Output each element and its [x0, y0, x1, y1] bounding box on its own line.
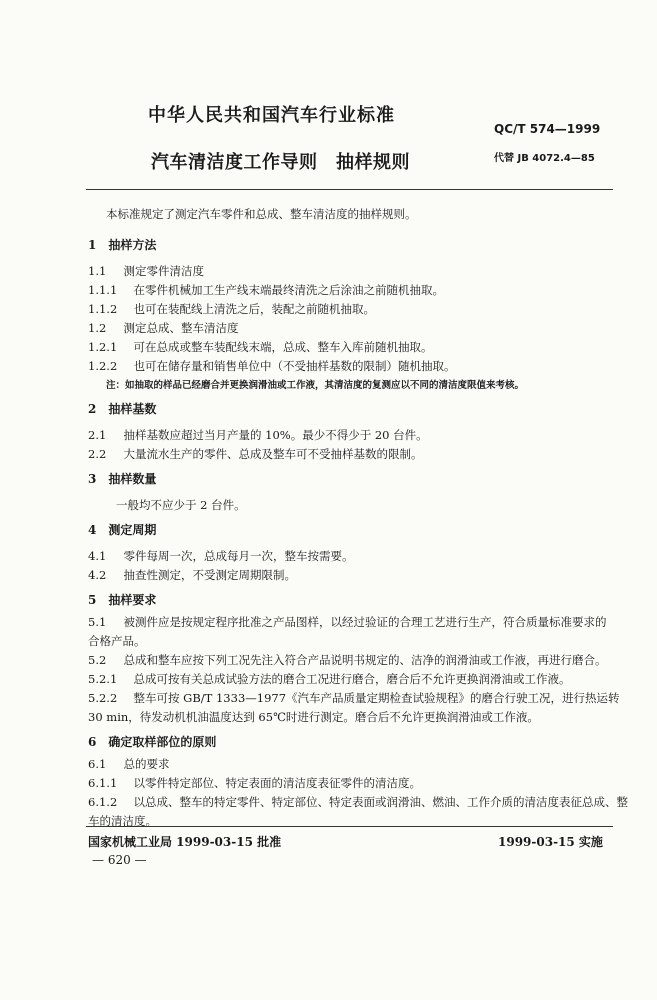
implementation-line: 1999-03-15 实施 — [498, 835, 603, 849]
document-title: 汽车清洁度工作导则 抽样规则 — [151, 152, 410, 173]
clause-5-2: 5.2 总成和整车应按下列工况先注入符合产品说明书规定的、洁净的润滑油或工作液，再进行磨合。 — [88, 653, 607, 667]
clause-6-1-2: 6.1.2 以总成、整车的特定零件、特定部位、特定表面或润滑油、燃油、工作介质的清洁度表征总成、整 — [88, 795, 628, 809]
header-divider — [86, 189, 613, 190]
clause-5-2-2: 5.2.2 整车可按 GB/T 1333—1977《汽车产品质量定期检查试验规程》的磨合行驶工况，进行热运转 — [88, 691, 620, 705]
section-2-heading: 2 抽样基数 — [88, 402, 157, 416]
standard-code: QC/T 574—1999 — [494, 122, 601, 136]
section-1-note: 注：如抽取的样品已经磨合并更换润滑油或工作液，其清洁度的复测应以不同的清洁度限值来考核。 — [106, 380, 525, 391]
section-5-heading: 5 抽样要求 — [88, 593, 157, 607]
issuing-organization: 中华人民共和国汽车行业标准 — [148, 105, 395, 126]
clause-1-1-1: 1.1.1 在零件机械加工生产线末端最终清洗之后涂油之前随机抽取。 — [88, 283, 444, 297]
clause-1-2-1: 1.2.1 可在总成或整车装配线末端，总成、整车入库前随机抽取。 — [88, 340, 433, 354]
section-6-heading: 6 确定取样部位的原则 — [88, 735, 217, 749]
clause-1-2: 1.2 测定总成、整车清洁度 — [88, 321, 239, 335]
approval-line: 国家机械工业局 1999-03-15 批准 — [88, 835, 282, 849]
replaces-standard: 代替 JB 4072.4—85 — [494, 153, 595, 164]
clause-6-1-2-cont: 车的清洁度。 — [88, 814, 157, 828]
clause-5-1: 5.1 被测件应是按规定程序批准之产品图样，以经过验证的合理工艺进行生产，符合质量标准要求的 — [88, 615, 607, 629]
footer-divider — [86, 826, 613, 827]
clause-6-1-1: 6.1.1 以零件特定部位、特定表面的清洁度表征零件的清洁度。 — [88, 776, 421, 790]
clause-4-1: 4.1 零件每周一次，总成每月一次，整车按需要。 — [88, 549, 354, 563]
section-3-text: 一般均不应少于 2 台件。 — [116, 498, 246, 512]
page-number: — 620 — — [92, 853, 147, 867]
clause-6-1: 6.1 总的要求 — [88, 757, 170, 771]
intro-paragraph: 本标准规定了测定汽车零件和总成、整车清洁度的抽样规则。 — [106, 207, 417, 221]
clause-1-1: 1.1 测定零件清洁度 — [88, 264, 204, 278]
clause-4-2: 4.2 抽查性测定，不受测定周期限制。 — [88, 568, 296, 582]
section-4-heading: 4 测定周期 — [88, 523, 157, 537]
clause-5-1-cont: 合格产品。 — [88, 634, 146, 648]
clause-2-1: 2.1 抽样基数应超过当月产量的 10%。最少不得少于 20 台件。 — [88, 428, 428, 442]
clause-1-2-2: 1.2.2 也可在储存量和销售单位中（不受抽样基数的限制）随机抽取。 — [88, 359, 456, 373]
section-3-heading: 3 抽样数量 — [88, 472, 157, 486]
clause-5-2-1: 5.2.1 总成可按有关总成试验方法的磨合工况进行磨合，磨合后不允许更换润滑油或工作液。 — [88, 672, 571, 686]
clause-2-2: 2.2 大量流水生产的零件、总成及整车可不受抽样基数的限制。 — [88, 447, 423, 461]
section-1-heading: 1 抽样方法 — [88, 238, 157, 252]
clause-5-2-2-cont: 30 min，待发动机机油温度达到 65℃时进行测定。磨合后不允许更换润滑油或工作液。 — [88, 710, 539, 724]
clause-1-1-2: 1.1.2 也可在装配线上清洗之后，装配之前随机抽取。 — [88, 302, 375, 316]
